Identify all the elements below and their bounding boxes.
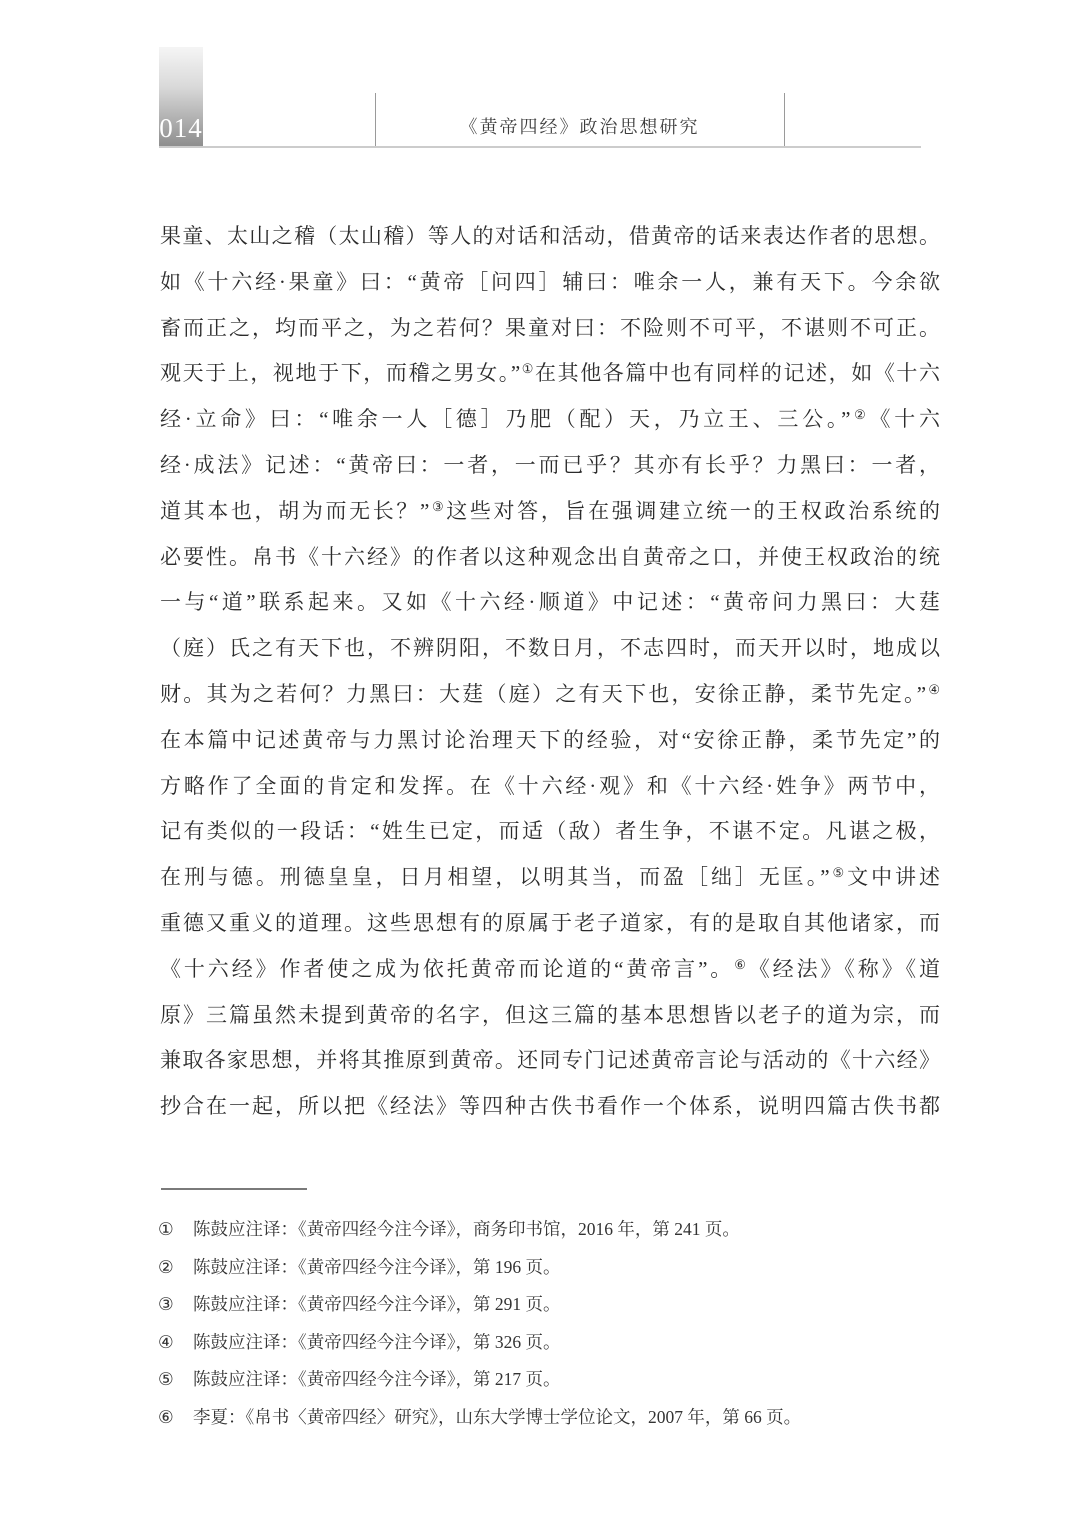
body-line: 兼取各家思想，并将其推原到黄帝。还同专门记述黄帝言论与活动的《十六经》	[160, 1048, 940, 1073]
body-line: 记有类似的一段话：“姓生已定，而适（敌）者生争，不谌不定。凡谌之极，	[160, 819, 940, 844]
body-line: （庭）氏之有天下也，不辨阴阳，不数日月，不志四时，而天开以时，地成以	[160, 636, 940, 661]
footnote-text: 陈鼓应注译：《黄帝四经今注今译》，商务印书馆，2016 年，第 241 页。	[193, 1219, 740, 1239]
footnote-text: 陈鼓应注译：《黄帝四经今注今译》，第 196 页。	[193, 1256, 561, 1277]
footnote-item	[158, 1324, 948, 1362]
footnote-item	[158, 1211, 948, 1249]
body-line: 抄合在一起，所以把《经法》等四种古佚书看作一个体系，说明四篇古佚书都	[160, 1094, 940, 1119]
footnote-text: 陈鼓应注译：《黄帝四经今注今译》，第 326 页。	[193, 1331, 561, 1352]
footnote-marker: ⑥	[158, 1406, 174, 1427]
body-line: 方略作了全面的肯定和发挥。在《十六经·观》和《十六经·姓争》两节中，	[160, 773, 940, 798]
body-line: 经·立命》曰：“唯余一人［德］乃肥（配）天，乃立王、三公。”②《十六	[160, 407, 940, 432]
header-rule	[159, 146, 921, 148]
page-number-bar	[159, 47, 203, 147]
footnote-item	[158, 1249, 948, 1287]
footnote-separator-rule	[161, 1188, 307, 1190]
body-line: 畜而正之，均而平之，为之若何？果童对曰：不险则不可平，不谌则不可正。	[160, 315, 940, 340]
body-line: 原》三篇虽然未提到黄帝的名字，但这三篇的基本思想皆以老子的道为宗，而	[160, 1002, 940, 1027]
body-line: 《十六经》作者使之成为依托黄帝而论道的“黄帝言”。⑥《经法》《称》《道	[160, 956, 940, 981]
footnote-item	[158, 1399, 948, 1437]
body-line: 道其本也，胡为而无长？”③这些对答，旨在强调建立统一的王权政治系统的	[160, 498, 940, 523]
footnote-item	[158, 1361, 948, 1399]
footnote-marker: ②	[158, 1256, 174, 1277]
body-line: 观天于上，视地于下，而稽之男女。”①在其他各篇中也有同样的记述，如《十六	[160, 361, 940, 386]
footnote-text: 陈鼓应注译：《黄帝四经今注今译》，第 291 页。	[193, 1294, 561, 1314]
footnote-text: 李夏：《帛书〈黄帝四经〉研究》，山东大学博士学位论文，2007 年，第 66 页。	[193, 1406, 802, 1427]
running-head-title: 《黄帝四经》政治思想研究	[459, 117, 700, 137]
body-text-block	[160, 214, 940, 1130]
body-line: 在本篇中记述黄帝与力黑讨论治理天下的经验，对“安徐正静，柔节先定”的	[160, 727, 940, 752]
body-line: 必要性。帛书《十六经》的作者以这种观念出自黄帝之口，并使王权政治的统	[160, 544, 940, 569]
header-divider-right	[784, 93, 785, 146]
body-line: 经·成法》记述：“黄帝曰：一者，一而已乎？其亦有长乎？力黑曰：一者，	[160, 452, 940, 477]
body-line: 财。其为之若何？力黑曰：大莛（庭）之有天下也，安徐正静，柔节先定。”④	[160, 681, 940, 706]
body-line: 在刑与德。刑德皇皇，日月相望，以明其当，而盈［绌］无匡。”⑤文中讲述	[160, 865, 940, 890]
body-line: 一与“道”联系起来。又如《十六经·顺道》中记述：“黄帝问力黑曰：大莛	[160, 590, 940, 615]
body-line: 重德又重义的道理。这些思想有的原属于老子道家，有的是取自其他诸家，而	[160, 910, 940, 935]
footnote-marker: ④	[158, 1331, 174, 1352]
body-line: 果童、太山之稽（太山稽）等人的对话和活动，借黄帝的话来表达作者的思想。	[160, 224, 940, 248]
footnote-marker: ⑤	[158, 1369, 174, 1389]
footnote-text: 陈鼓应注译：《黄帝四经今注今译》，第 217 页。	[193, 1369, 561, 1389]
footnote-marker: ①	[158, 1219, 174, 1239]
footnote-item	[158, 1286, 948, 1324]
footnotes-block	[158, 1211, 948, 1436]
body-line: 如《十六经·果童》曰：“黄帝［问四］辅曰：唯余一人，兼有天下。今余欲	[160, 269, 940, 294]
page-number: 014	[159, 113, 203, 143]
footnote-marker: ③	[158, 1294, 174, 1314]
